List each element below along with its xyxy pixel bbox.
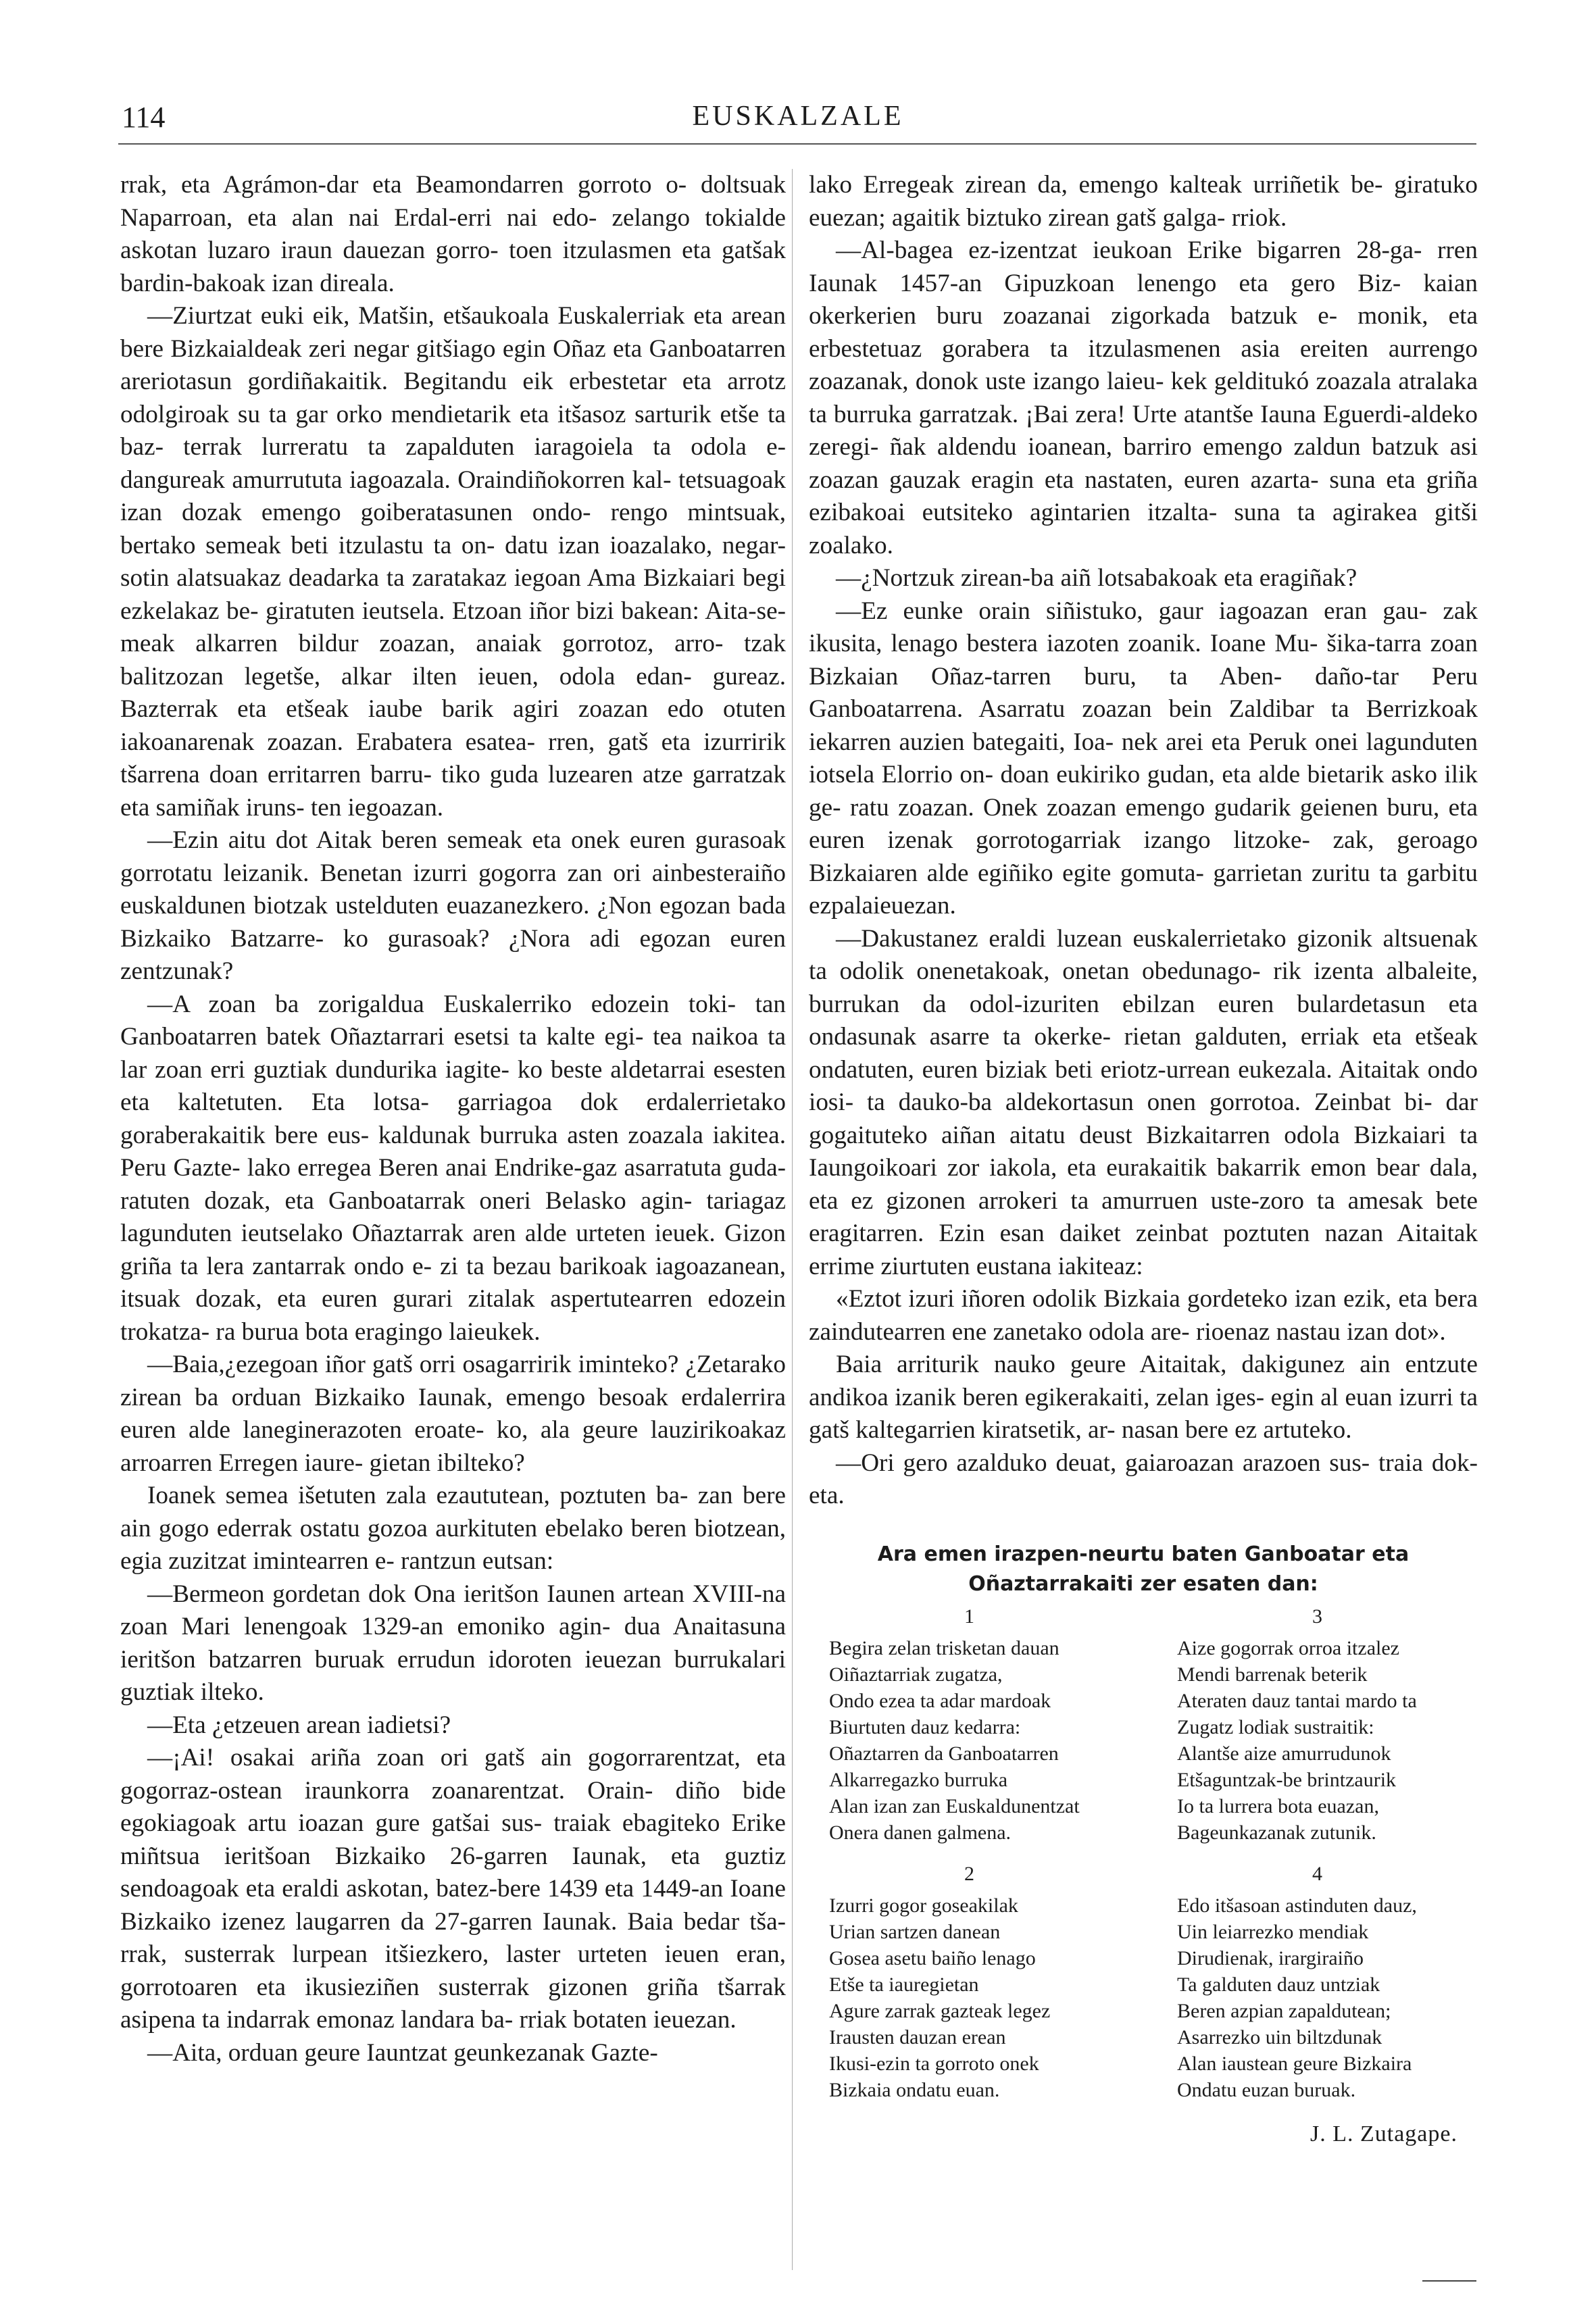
paragraph: Baia arriturik nauko geure Aitaitak, dakigunez ain entzute andikoa izanik beren egikerakaiti, zelan iges- egin al euan izurri ta gatš kaltegarrien kiratsetik, ar- nasan bere ez artuteko. [809, 1351, 1478, 1444]
verse-line: Agure zarrak gazteak legez [829, 1999, 1051, 2022]
stanza-number: 2 [964, 1862, 974, 1885]
page-number: 114 [122, 101, 166, 134]
verse-line: Asarrezko uin biltzdunak [1177, 2026, 1382, 2048]
verse-line: Alan izan zan Euskaldunentzat [829, 1794, 1080, 1817]
signature: J. L. Zutagape. [1310, 2121, 1457, 2146]
verse-line: Ondo ezea ta adar mardoak [829, 1689, 1051, 1712]
verse-line: Dirudienak, irargiraiño [1177, 1946, 1364, 1969]
verse-line: Mendi barrenak beterik [1177, 1663, 1368, 1686]
verse-line: Ta galduten dauz untziak [1177, 1973, 1380, 1996]
verse-line: Io ta lurrera bota euazan, [1177, 1794, 1379, 1817]
stanza-number: 1 [964, 1605, 974, 1628]
footer-rule [1422, 2280, 1476, 2282]
right-column [809, 169, 1478, 2150]
paragraph: —Ezin aitu dot Aitak beren semeak eta onek euren gurasoak gorrotatu leizanik. Benetan izurri gogorra zan ori ainbesteraiño euskaldunen biotzak ustelduten euazanezkero. ¿Non egozan bada Bizkaiko Batzarre- ko gurasoak? ¿Nora adi egozan euren zentzunak? [120, 826, 786, 985]
verse-line: Etše ta iauregietan [829, 1973, 979, 1996]
paragraph: —¡Ai! osakai ariña zoan ori gatš ain gogorrarentzat, eta gogorraz-ostean iraunkorra zoanarentzat. Orain- diño bide egokiagoak artu ioazan gure gatšai sus- traiak ebagiteko Erike miñtsua ieritšoan Bizkaiko 26-garren Iaunak, eta guztiz sendoagoak eta eraldi askotan, batez-bere 1439 eta 1449-an Ioane Bizkaiko izenez laugarren da 27-garren Iaunak. Baia bedar tša- rrak, susterrak lurpean itšiezkero, laster urteten ieuen eran, gorrotoaren eta ikusieziñen susterrak gizonen griña tšarrak asipena ta indarrak emonaz landara ba- rriak botaten ieuezan. [120, 1744, 786, 2034]
paragraph: —Eta ¿etzeuen arean iadietsi? [147, 1711, 451, 1739]
verse-line: Alkarregazko burruka [829, 1768, 1008, 1791]
paragraph: —Aita, orduan geure Iauntzat geunkezanak Gazte- [147, 2038, 658, 2067]
verse-line: Alan iaustean geure Bizkaira [1177, 2052, 1412, 2075]
column-divider [792, 169, 793, 2270]
verse-line: Gosea asetu baiño lenago [829, 1946, 1036, 1969]
poem-stanzas [809, 1603, 1478, 2118]
stanza-number: 4 [1312, 1862, 1322, 1885]
verse-line: Bizkaia ondatu euan. [829, 2078, 1000, 2101]
running-title: EUSKALZALE [692, 101, 904, 132]
verse-line: Edo itšasoan astinduten dauz, [1177, 1894, 1417, 1917]
verse-line: Ikusi-ezin ta gorroto onek [829, 2052, 1039, 2075]
verse-line: Izurri gogor goseakilak [829, 1894, 1018, 1917]
verse-line: Ondatu euzan buruak. [1177, 2078, 1356, 2101]
stanza-number: 3 [1312, 1605, 1322, 1628]
paragraph: —Bermeon gordetan dok Ona ieritšon Iaunen artean XVIII-na zoan Mari lenengoak 1329-an emoniko agin- dua Anaitasuna ieritšon batzarren buruak errudun idoroten ieuezan burrukalari guztiak ilteko. [120, 1580, 786, 1706]
verse-line: Etšaguntzak-be brintzaurik [1177, 1768, 1397, 1791]
paragraph: rrak, eta Agrámon-dar eta Beamondarren gorroto o- doltsuak Naparroan, eta alan nai Erdal-erri nai edo- zelango tokialde askotan luzaro iraun dauezan gorro- toen itzulasmen eta gatšak bardin-bakoak izan direala. [120, 171, 786, 297]
verse-line: Uin leiarrezko mendiak [1177, 1920, 1369, 1943]
right-column-paragraphs [809, 169, 1478, 1513]
paragraph: —A zoan ba zorigaldua Euskalerriko edozein toki- tan Ganboatarren batek Oñaztarrari esetsi ta kalte egi- tea naikoa ta lar zoan erri guztiak dundurika iagite- ko beste aldetarrai esesten eta kaltetuten. Eta lotsa- garriagoa dok erdalerrietako goraberakaitik bere eus- kaldunak burruka asten zoazala iakitea. Peru Gazte- lako erregea Beren anai Endrike-gaz asarratuta guda- ratuten dozak, eta Ganboatarrak oneri Belasko agin- tariagaz lagunduten ieutselako Oñaztarrak aren alde urteten ieuek. Gizon griña ta lera zantarrak ondo e- zi ta bezau barikoak iagoazanean, itsuak dozak, eta euren gurari zitalak aspertutearren edozein trokatza- ra burua bota eragingo laieukek. [120, 990, 786, 1346]
paragraph: —¿Nortzuk zirean-ba aiñ lotsabakoak eta eragiñak? [836, 564, 1357, 592]
paragraph: —Ziurtzat euki eik, Matšin, etšaukoala Euskalerriak eta arean bere Bizkaialdeak zeri negar gitšiago egin Oñaz eta Ganboatarren areriotasun gordiñakaitik. Begitandu eik erbestetar eta arrotz odolgiroak su ta gar orko mendietarik eta itšasoz sarturik etše ta baz- terrak lurreratu ta zapalduten iaragoiela ta odola e- dangureak amurrututa iagoazala. Oraindiñokorren kal- tetsuagoak izan dozak emengo goiberatasunen ondo- rengo mintsuak, bertako semeak beti itzulastu ta on- datu izan ioazalako, negar-sotin alatsuakaz deadarka ta zaratakaz iegoan Ama Bizkaiari begi ezkelakaz be- giratuten ieutsela. Etzoan iñor bizi bakean: Aita-se- meak alkarren bildur zoazan, anaiak gorrotoz, arro- tzak balitzozan legetše, alkar ilten ieuen, odola edan- gureaz. Bazterrak eta etšeak iaube barik agiri zoazan edo otuten iakoanarenak zoazan. Erabatera esatea- rren, gatš eta izurririk tšarrena doan erritarren barru- tiko guda luzearen atze garratzak eta samiñak iruns- ten iegoazan. [120, 302, 786, 822]
verse-line: Biurtuten dauz kedarra: [829, 1715, 1021, 1738]
paragraph: Ioanek semea išetuten zala ezaututean, poztuten ba- zan bere ain gogo ederrak ostatu gozoa aurkituten ebelako beren biotzean, egia zuzitzat imintearren e- rantzun eutsan: [120, 1482, 786, 1575]
verse-line: Alantše aize amurrudunok [1177, 1742, 1391, 1765]
paragraph: —Al-bagea ez-izentzat ieukoan Erike bigarren 28-ga- rren Iaunak 1457-an Gipuzkoan lenengo eta gero Biz- kaian okerkerien buru zoazanai zigorkada batzuk e- monik, eta erbestetuaz gorabera ta itzulasmenen asia ereiten aurrengo zoazanak, donok uste izango laieu- kek gelditukó zoazala atralaka ta burruka garratzak. ¡Bai zera! Urte atantše Iauna Eguerdi-aldeko zeregi- ñak aldendu ioanean, barriro emengo zaldun batzuk asi zoazan gauzak eragin eta nastaten, euren azarta- suna eta griña ezibakoai eutsiteko agintarien itzalta- suna ta agirakea gitši zoalako. [809, 236, 1478, 559]
verse-line: Begira zelan trisketan dauan [829, 1636, 1059, 1659]
verse-line: Oñaztarren da Ganboatarren [829, 1742, 1059, 1765]
verse-line: Ateraten dauz tantai mardo ta [1177, 1689, 1417, 1712]
verse-line: Zugatz lodiak sustraitik: [1177, 1715, 1374, 1738]
header-rule [118, 143, 1476, 145]
verse-line: Bageunkazanak zutunik. [1177, 1821, 1376, 1844]
verse-line: Urian sartzen danean [829, 1920, 1001, 1943]
poem-stanza [1157, 1603, 1478, 1846]
verse-line: Onera danen galmena. [829, 1821, 1012, 1844]
verse-line: Irausten dauzan erean [829, 2026, 1006, 2048]
poem-title: Ara emen irazpen-neurtu baten Ganboatar eta Oñaztarrakaiti zer esaten dan: [877, 1542, 1410, 1596]
paragraph: —Ori gero azalduko deuat, gaiaroazan arazoen sus- traia dok-eta. [809, 1449, 1478, 1509]
verse-line: Oiñaztarriak zugatza, [829, 1663, 1003, 1686]
verse-line: Beren azpian zapaldutean; [1177, 1999, 1391, 2022]
paragraph: —Baia,¿ezegoan iñor gatš orri osagarririk iminteko? ¿Zetarako zirean ba orduan Bizkaiko Iaunak, emengo besoak erdalerrira euren alde laneginerazoten eroate- ko, ala geure lauzirikoakaz arroarren Erregen iaure- gietan ibilteko? [120, 1351, 786, 1477]
verse-line: Aize gogorrak orroa itzalez [1177, 1636, 1399, 1659]
paragraph: —Ez eunke orain siñistuko, gaur iagoazan eran gau- zak ikusita, lenago bestera iazoten zoanik. Ioane Mu- šika-tarra zoan Bizkaian Oñaz-tarren buru, ta Aben- daño-tar Peru Ganboatarrena. Asarratu zoazan bein Zaldibar ta Berrizkoak iekarren auzien bategaiti, Ioa- nek arei eta Peruk onei lagunduten iotsela Elorrio on- doan eukiriko gudan, eta alde bietarik asko ilik ge- ratu zoazan. Onek zoazan emengo gudarik geienen buru, eta euren izenak gorrotogarriak izango litzoke- zak, geroago Bizkaiaren alde egiñiko egite gomuta- garrietan zuritu ta garbitu ezpalaieuezan. [809, 597, 1478, 920]
paragraph: —Dakustanez eraldi luzean euskalerrietako gizonik altsuenak ta odolik onenetakoak, onetan obedunago- rik izenta albaleite, burrukan da odol-izuriten ebilzan euren bulardetasun eta ondasunak asarre ta okerke- rietan galduten, erriak eta etšeak ondatuten, euren biziak beti eriotz-urrean eukezala. Aitaitak ondo iosi- ta dauko-ba aldekortasun onen gorrotoa. Zeinbat bi- dar gogaituteko aiñan aitatu deust Bizkaitarren odola Bizkaiari ta Iaungoikoari zor iakola, eta eurakaitik bakarrik emon bear dala, eta ez gizonen arrokeri ta amurruen uste-zoro ta amesak bete eragitarren. Ezin esan daiket zeinbat poztuten nazan Aitaitak errime ziurtuten eustana iakiteaz: [809, 924, 1478, 1280]
poem-stanza [809, 1861, 1130, 2103]
left-column [120, 169, 786, 2069]
paragraph: «Eztot izuri iñoren odolik Bizkaia gordeteko izan ezik, eta bera zaindutearren ene zanetako odola are- rioenaz nastau izan dot». [809, 1285, 1478, 1346]
poem-stanza [809, 1603, 1130, 1846]
paragraph: lako Erregeak zirean da, emengo kalteak urriñetik be- giratuko euezan; agaitik biztuko zirean gatš galga- rriok. [809, 171, 1478, 232]
poem-stanza [1157, 1861, 1478, 2103]
